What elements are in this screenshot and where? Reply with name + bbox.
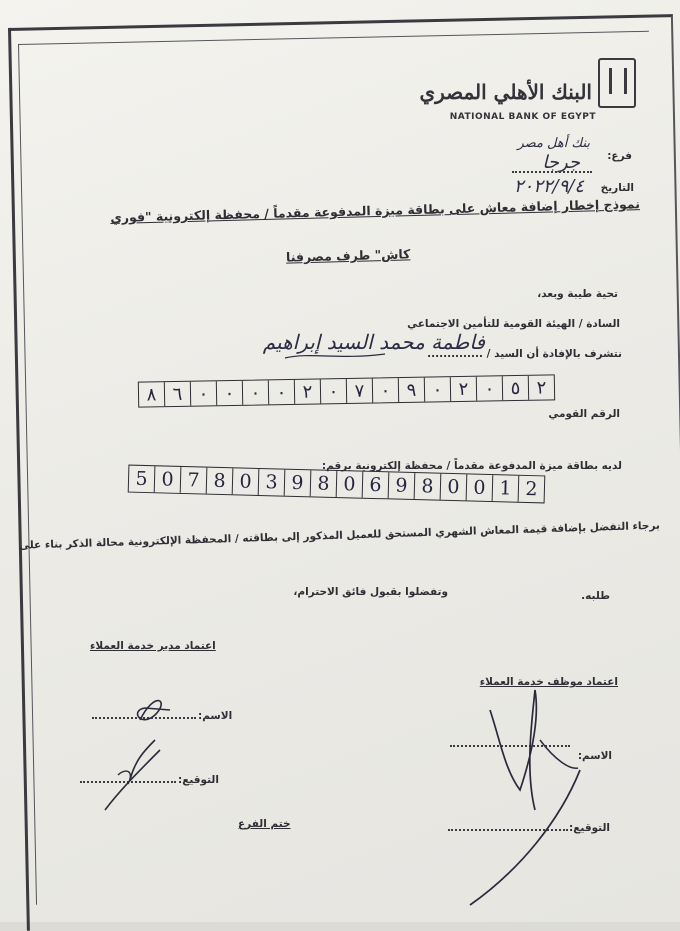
bank-logo-icon: [598, 58, 636, 108]
digit-box: 9: [285, 470, 312, 497]
manager-handwritten-signature: [100, 680, 210, 820]
digit-box: 8: [207, 468, 234, 495]
digit-box: ٠: [216, 381, 242, 405]
inform-label: نتشرف بالإفادة أن السيد / ..............: [427, 348, 622, 360]
employee-signature-label: التوقيع:: [569, 822, 610, 834]
digit-box: ٢: [450, 377, 476, 401]
branch-dotted-line: [512, 170, 592, 173]
digit-box: ٦: [164, 382, 190, 406]
bank-stamp-text: بنك أهل مصر: [517, 136, 590, 151]
digit-box: 9: [389, 472, 416, 499]
national-id-label: الرقم القومي: [548, 408, 620, 420]
digit-box: 3: [259, 469, 286, 496]
manager-approval-title: اعتماد مدير خدمة العملاء: [90, 640, 216, 652]
person-name-handwritten: فاطمة محمد السيد إبراهيم: [262, 330, 485, 354]
digit-box: ٥: [502, 376, 528, 400]
card-number-label: لديه بطاقة ميزة المدفوعة مقدماً / محفظة إلكترونية برقم:: [321, 460, 622, 472]
closing-text: وتفضلوا بقبول فائق الاحترام،: [293, 586, 448, 598]
digit-box: ٩: [398, 378, 424, 402]
branch-label: فرع:: [607, 150, 632, 162]
bank-name-english: NATIONAL BANK OF EGYPT: [449, 112, 596, 122]
addressee: السادة / الهيئة القومية للتأمين الاجتماعي: [407, 318, 620, 330]
digit-box: ٠: [476, 376, 502, 400]
digit-box: ٠: [268, 380, 294, 404]
date-value: ٢٠٢٢/٩/٤: [513, 176, 584, 197]
employee-name-label: الاسم:: [577, 750, 612, 762]
branch-stamp-label: ختم الفرع: [238, 818, 291, 830]
employee-approval-title: اعتماد موظف خدمة العملاء: [479, 676, 618, 688]
date-label: التاريخ: [600, 182, 634, 194]
digit-box: 7: [181, 467, 208, 494]
digit-box: ٠: [424, 377, 450, 401]
digit-box: 5: [129, 466, 156, 493]
greeting: تحية طيبة وبعد،: [537, 288, 618, 300]
digit-box: 2: [525, 477, 538, 501]
digit-box: ٧: [346, 379, 372, 403]
digit-box: ٨: [146, 383, 157, 405]
digit-box: 6: [363, 472, 390, 499]
digit-box: 0: [233, 468, 260, 495]
digit-box: ٠: [242, 380, 268, 404]
request-line1: برجاء التفضل بإضافة قيمة المعاش الشهري المستحق للعميل المذكور إلى بطاقته / المحفظة الإلكترونية محالة الذكر بناء على: [18, 519, 661, 552]
digit-box: 1: [493, 475, 520, 502]
digit-box: 0: [155, 466, 182, 493]
form-title-line2: كاش" طرف مصرفنا: [285, 246, 411, 265]
digit-box: 0: [337, 471, 364, 498]
digit-box: 0: [467, 474, 494, 501]
digit-box: 8: [311, 470, 338, 497]
bank-name-arabic: البنك الأهلي المصري: [419, 80, 592, 104]
employee-handwritten-signature: [460, 680, 590, 910]
digit-box: ٠: [320, 379, 346, 403]
digit-box: 8: [415, 473, 442, 500]
manager-signature-label: التوقيع:: [178, 774, 219, 786]
manager-name-label: الاسم:: [198, 710, 233, 722]
digit-box: ٠: [372, 378, 398, 402]
digit-box: ٠: [190, 381, 216, 405]
digit-box: ٢: [528, 375, 554, 399]
branch-value: جرجا: [542, 152, 580, 173]
digit-box: ٢: [294, 379, 320, 403]
name-underline-scribble: [280, 330, 390, 370]
digit-box: 0: [441, 474, 468, 501]
form-title-line1: نموذج إخطار إضافة معاش على بطاقة ميزة المدفوعة مقدماً / محفظة إلكترونية "فوري: [110, 196, 641, 226]
request-line2: طلبه.: [581, 590, 610, 602]
